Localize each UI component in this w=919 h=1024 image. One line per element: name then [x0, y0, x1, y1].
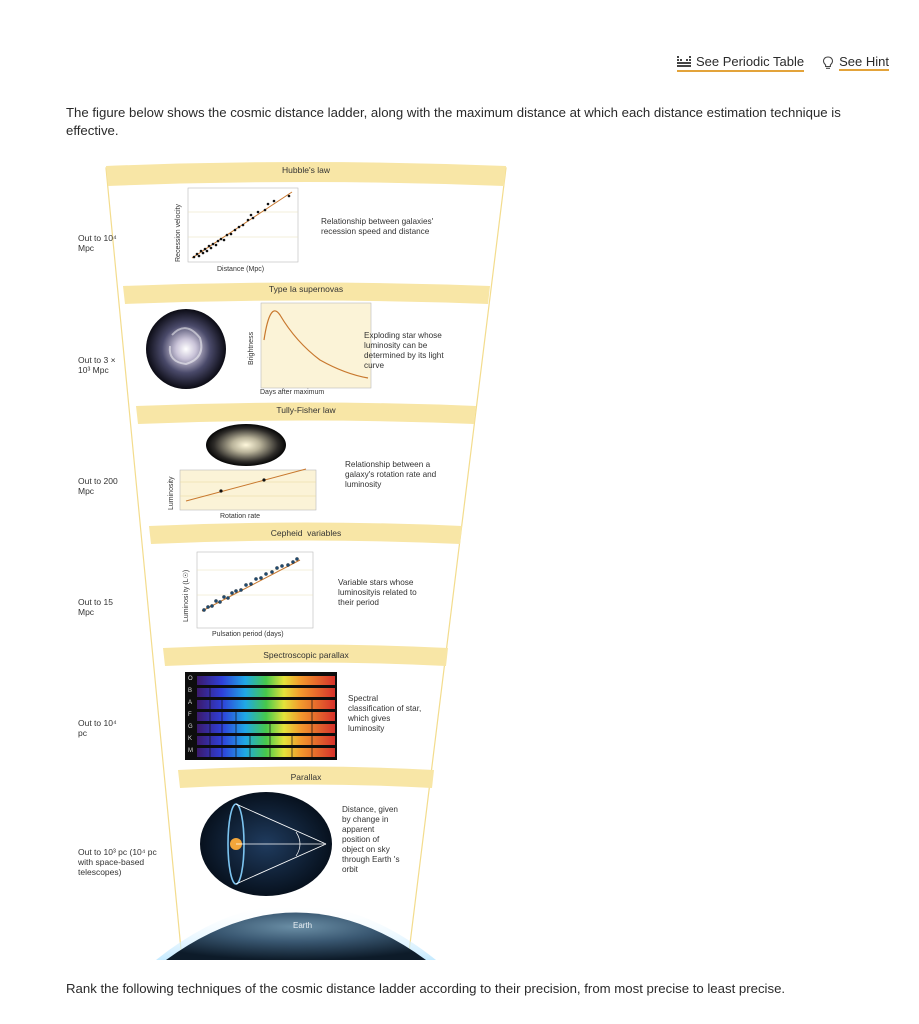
description-hubble: Relationship between galaxies' recession speed and distance — [321, 217, 434, 236]
hubble-ylabel: Recession velocity — [175, 204, 182, 262]
lightbulb-icon — [822, 56, 834, 70]
cepheid-xlabel: Pulsation period (days) — [212, 631, 284, 638]
distance-label-supernova: Out to 3 × 10³ Mpc — [78, 355, 116, 375]
supernova-lightcurve-plot — [261, 303, 371, 388]
see-periodic-table-link[interactable] — [677, 54, 804, 72]
hubble-plot — [188, 188, 298, 262]
rung-title-hubble: Hubble's law — [282, 165, 330, 175]
stellar-spectra-image — [185, 672, 337, 760]
spectral-class-a: A — [188, 700, 193, 706]
elliptical-galaxy-image — [206, 424, 286, 466]
distance-label-hubble: Out to 10⁴ Mpc — [78, 233, 117, 253]
earth-label: Earth — [293, 921, 313, 930]
description-spectroscopic: Spectral classification of star, which gives luminosity — [348, 694, 422, 733]
question-text: Rank the following techniques of the cosmic distance ladder according to their precision, from most precise to least precise. — [66, 981, 786, 996]
rung-title-parallax: Parallax — [290, 772, 322, 782]
distance-label-spectroscopic: Out to 10⁴ pc — [78, 718, 117, 738]
distance-label-parallax: Out to 10³ pc (10⁴ pc with space-based telescopes) — [78, 847, 157, 877]
spectral-class-f: F — [188, 712, 192, 718]
spectral-class-b: B — [188, 688, 193, 694]
spectral-class-k: K — [188, 736, 193, 742]
supernova-xlabel: Days after maximum — [260, 389, 325, 396]
cepheid-ylabel: Luminosi ty (L☉) — [183, 569, 190, 622]
description-tully-fisher: Relationship between a galaxy's rotation rate and luminosity — [345, 460, 437, 489]
parallax-diagram — [200, 792, 332, 896]
distance-label-tully-fisher: Out to 200 Mpc — [78, 476, 118, 496]
periodic-table-icon — [677, 56, 691, 68]
rung-title-cepheid: Cepheid variables — [270, 528, 342, 538]
spiral-galaxy-image — [146, 309, 226, 389]
rung-title-supernova: Type Ia supernovas — [268, 284, 344, 294]
cepheid-plot — [197, 552, 313, 628]
rung-title-tully-fisher: Tully-Fisher law — [276, 405, 336, 415]
description-supernova: Exploding star whose luminosity can be determined by its light curve — [364, 331, 444, 370]
see-periodic-table-label: See Periodic Table — [695, 54, 805, 69]
see-hint-label: See Hint — [839, 54, 889, 69]
cosmic-distance-ladder-figure — [60, 160, 530, 960]
rung-title-spectroscopic: Spectroscopic parallax — [263, 650, 349, 660]
tully-fisher-xlabel: Rotation rate — [220, 513, 261, 520]
tully-fisher-plot — [180, 469, 316, 510]
ladder-graphic — [60, 160, 530, 960]
description-parallax: Distance, given by change in apparent position of object on sky through Earth 's orbit — [342, 805, 400, 874]
see-hint-link[interactable] — [822, 54, 889, 72]
spectral-class-g: G — [188, 724, 193, 730]
tully-fisher-ylabel: Luminosity — [168, 476, 175, 510]
prompt-text: The figure below shows the cosmic distance ladder, along with the maximum distance at which each distance estimation technique is effective. — [66, 105, 841, 138]
header-links — [677, 54, 889, 72]
description-cepheid: Variable stars whose luminosityis related to their period — [338, 578, 417, 607]
spectral-class-m: M — [188, 748, 193, 754]
distance-label-cepheid: Out to 15 Mpc — [78, 597, 113, 617]
supernova-ylabel: Brightness — [248, 331, 255, 365]
hubble-xlabel: Distance (Mpc) — [217, 266, 265, 273]
spectral-class-o: O — [188, 676, 193, 682]
